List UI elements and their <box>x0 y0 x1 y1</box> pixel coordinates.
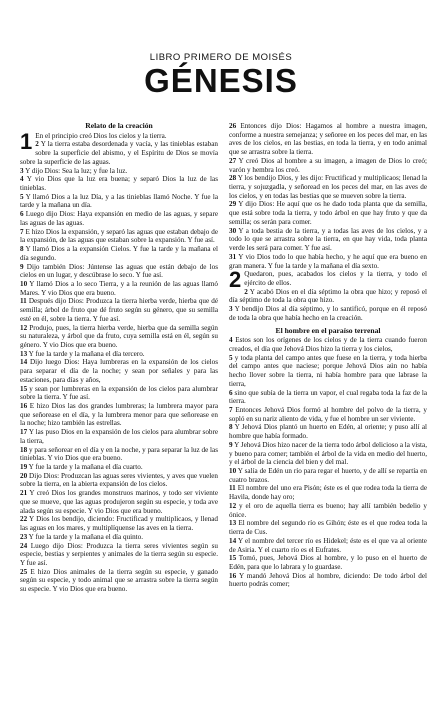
verse-number: 20 <box>20 471 28 480</box>
verse-number: 4 <box>20 175 24 184</box>
verse-text: Y llamó Dios a lo seco Tierra, y a la reunión de las aguas llamó Mares. Y vio Dios que era bueno. <box>20 279 218 297</box>
verse-number: 23 <box>20 532 28 541</box>
section-heading: Relato de la creación <box>85 122 153 130</box>
verse-text: El nombre del uno era Pisón; éste es el que rodea toda la tierra de Havila, donde hay oro; <box>229 484 427 502</box>
verse <box>229 389 427 406</box>
verse-number: 16 <box>229 571 237 580</box>
verse-number: 14 <box>20 358 28 367</box>
verse <box>20 385 218 402</box>
verse <box>229 502 427 519</box>
verse <box>20 568 218 594</box>
verse <box>229 423 427 440</box>
verse-text: Dijo luego Dios: Haya lumbreras en la expansión de los cielos para separar el día de la noche; y sean por señales y para las estaciones, para días y años, <box>20 358 218 384</box>
verse-number: 15 <box>20 384 28 393</box>
verse-number: 12 <box>229 501 237 510</box>
verse-group <box>20 128 218 594</box>
verse-text: Estos son los orígenes de los cielos y de la tierra cuando fueron creados, el día que Jehová Dios hizo la tierra y los cielos, <box>229 336 427 353</box>
verse-number: 21 <box>20 489 28 498</box>
verse <box>229 227 427 253</box>
verse <box>229 157 427 174</box>
verse-text: Y creó Dios al hombre a su imagen, a imagen de Dios lo creó; varón y hembra los creó. <box>229 156 427 174</box>
verse-number: 7 <box>20 227 24 236</box>
verse-text: Dijo también Dios: Júntense las aguas que están debajo de los cielos en un lugar, y descúbrase lo seco. Y fue así. <box>20 262 218 280</box>
book-title: GÉNESIS <box>144 62 298 99</box>
verse-text: Y dijo Dios: He aquí que os he dado toda planta que da semilla, que está sobre toda la tierra, y todo árbol en que hay fruto y que da semilla; os serán para comer. <box>229 200 427 226</box>
verse <box>20 533 218 542</box>
verse-text: Y acabó Dios en el día séptimo la obra que hizo; y reposó el día séptimo de toda la obra que hizo. <box>229 287 427 305</box>
section-heading: El hombre en el paraíso terrenal <box>275 325 381 335</box>
book-header: LIBRO PRIMERO DE MOISÉS <box>149 52 293 63</box>
verse-text: Y creó Dios los grandes monstruos marinos, y todo ser viviente que se mueve, que las aguas produjeron según su especie, y toda ave alada según su especie. Y vio Dios que era bueno. <box>20 489 218 515</box>
verse-text: Y las puso Dios en la expansión de los cielos para alumbrar sobre la tierra, <box>20 428 218 445</box>
verse-text: Y vio Dios que la luz era buena; y separó Dios la luz de las tinieblas. <box>20 175 218 193</box>
verse-number: 16 <box>20 402 28 410</box>
verse <box>20 515 218 532</box>
verse-number: 26 <box>229 122 237 130</box>
verse <box>229 441 427 467</box>
verse-number: 2 <box>35 140 39 149</box>
verse-number: 14 <box>229 536 237 545</box>
verse-group <box>229 267 427 322</box>
verse <box>20 228 218 245</box>
verse-number: 9 <box>20 262 24 271</box>
verse-text: Entonces dijo Dios: Hagamos al hombre a nuestra imagen, conforme a nuestra semejanza; y señoree en los peces del mar, en las aves de los cielos, en las bestias, en toda la tierra, y en todo animal que se arrastra sobre la tierra. <box>229 122 427 157</box>
verse-number: 27 <box>229 156 237 165</box>
verse <box>20 167 218 176</box>
verse <box>20 350 218 359</box>
verse <box>20 175 218 192</box>
verse <box>20 193 218 210</box>
left-column <box>20 122 218 722</box>
verse-text: Y a toda bestia de la tierra, y a todas las aves de los cielos, y a todo lo que se arrastra sobre la tierra, en que hay vida, toda planta verde les será para comer. Y fue así. <box>229 226 427 253</box>
verse-text: Y fue la tarde y la mañana el día cuarto. <box>28 463 143 472</box>
verse-text: El nombre del segundo río es Gihón; éste es el que rodea toda la tierra de Cus. <box>229 519 427 537</box>
verse-number: 10 <box>229 467 237 476</box>
verse-number: 3 <box>20 166 24 175</box>
verse <box>20 542 218 568</box>
verse-text: Y Jehová Dios plantó un huerto en Edén, al oriente; y puso allí al hombre que había formado. <box>229 423 427 441</box>
verse-number: 10 <box>20 279 28 288</box>
verse <box>20 280 218 297</box>
verse-number: 12 <box>20 323 28 332</box>
verse-text: Y dijo Dios: Sea la luz; y fue la luz. <box>25 166 128 175</box>
verse-text: E hizo Dios animales de la tierra según su especie, y ganado según su especie, y todo animal que se arrastra sobre la tierra según su especie. Y vio Dios que era bueno. <box>20 567 218 594</box>
verse-text: Tomó, pues, Jehová Dios al hombre, y lo puso en el huerto de Edén, para que lo labrara y lo guardase. <box>229 554 427 571</box>
verse-number: 11 <box>229 484 236 493</box>
verse <box>20 245 218 262</box>
verse-text: Luego dijo Dios: Produzca la tierra seres vivientes según su especie, bestias y serpientes y animales de la tierra según su especie. Y fue así. <box>20 541 218 567</box>
verse-number: 6 <box>20 210 24 219</box>
verse <box>229 336 427 353</box>
verse-number: 5 <box>20 192 24 201</box>
verse-text: Y fue la tarde y la mañana el día quinto. <box>28 532 144 541</box>
verse-text: Y Jehová Dios hizo nacer de la tierra todo árbol delicioso a la vista, y bueno para comer; también el árbol de la vida en medio del huerto, y el árbol de la ciencia del bien y del mal. <box>229 440 427 467</box>
verse-number: 25 <box>20 567 28 576</box>
verse-text: Y fue la tarde y la mañana el día tercero. <box>28 349 145 358</box>
verse-text: En el principio creó Dios los cielos y la tierra. <box>35 131 167 140</box>
verse-number: 8 <box>229 423 233 432</box>
verse <box>229 467 427 484</box>
verse-number: 5 <box>229 353 233 362</box>
verse-text: y toda planta del campo antes que fuese en la tierra, y toda hierba del campo antes que naciese; porque Jehová Dios aún no había hecho llover sobre la tierra, ni había hombre para que labrase la tierra, <box>229 353 427 388</box>
verse-number: 29 <box>229 200 237 209</box>
verse <box>20 140 218 166</box>
verse-text: Después dijo Dios: Produzca la tierra hierba verde, hierba que dé semilla; árbol de fruto que dé fruto según su género, que su semilla esté en él, sobre la tierra. Y fue así. <box>20 297 218 323</box>
verse-number: 13 <box>20 349 28 358</box>
verse <box>229 519 427 536</box>
verse-text: Produjo, pues, la tierra hierba verde, hierba que da semilla según su naturaleza, y árbol que da fruto, cuya semilla está en él, según su género. Y vio Dios que era bueno. <box>20 323 218 349</box>
verse <box>20 472 218 489</box>
verse <box>229 305 427 322</box>
verse-number: 3 <box>229 305 233 314</box>
verse <box>229 484 427 501</box>
verse-number: 31 <box>229 252 237 261</box>
verse <box>229 200 427 226</box>
verse <box>229 174 427 200</box>
verse-text: Luego dijo Dios: Haya expansión en medio de las aguas, y separe las aguas de las aguas. <box>20 210 218 227</box>
verse <box>229 354 427 389</box>
verse <box>229 406 427 423</box>
verse-number: 2 <box>244 287 248 296</box>
right-column <box>229 122 427 722</box>
verse-text: Y los bendijo Dios, y les dijo: Fructificad y multiplicaos; llenad la tierra, y sojuzgadla, y señoread en los peces del mar, en las aves de los cielos, y en todas las bestias que se mueven sobre la tierra. <box>229 174 427 200</box>
verse-text: Y Dios los bendijo, diciendo: Fructificad y multiplicaos, y llenad las aguas en los mares, y multiplíquense las aves en la tierra. <box>20 515 218 533</box>
verse <box>20 428 218 445</box>
verse-number: 18 <box>20 445 28 454</box>
verse-text: y para señorear en el día y en la noche, y para separar la luz de las tinieblas. Y vio Dios que era bueno. <box>20 445 218 463</box>
verse <box>20 402 218 428</box>
chapter-number: 1 <box>20 128 33 154</box>
verse-number: 30 <box>229 226 237 235</box>
verse-group <box>229 336 427 589</box>
verse <box>229 253 427 270</box>
verse-number: 24 <box>20 541 28 550</box>
verse <box>229 537 427 554</box>
verse-text: Entonces Jehová Dios formó al hombre del polvo de la tierra, y sopló en su nariz aliento de vida, y fue el hombre un ser viviente. <box>229 406 427 423</box>
verse <box>20 446 218 463</box>
verse-text: Y la tierra estaba desordenada y vacía, y las tinieblas estaban sobre la superficie del abismo, y el Espíritu de Dios se movía sobre la superficie de las aguas. <box>20 140 218 166</box>
verse-text: y sean por lumbreras en la expansión de los cielos para alumbrar sobre la tierra. Y fue así. <box>20 384 218 402</box>
verse-text: y el oro de aquella tierra es bueno; hay allí también bedelio y ónice. <box>229 501 427 519</box>
verse <box>229 572 427 589</box>
verse-text: E hizo Dios las dos grandes lumbreras; la lumbrera mayor para que señorease en el día, y la lumbrera menor para que señorease en la noche; hizo también las estrellas. <box>20 402 218 428</box>
verse-text: E hizo Dios la expansión, y separó las aguas que estaban debajo de la expansión, de las aguas que estaban sobre la expansión. Y fue así. <box>20 227 218 245</box>
verse-text: Y vio Dios todo lo que había hecho, y he aquí que era bueno en gran manera. Y fue la tarde y la mañana el día sexto. <box>229 252 427 270</box>
verse-text: Quedaron, pues, acabados los cielos y la tierra, y todo el ejército de ellos. <box>244 270 427 287</box>
verse <box>229 288 427 305</box>
verse <box>229 122 427 157</box>
verse-number: 17 <box>20 428 28 437</box>
verse <box>229 554 427 571</box>
verse-number: 11 <box>20 297 27 306</box>
verse-number: 19 <box>20 463 28 472</box>
verse-number: 9 <box>229 440 233 449</box>
verse-number: 22 <box>20 515 28 524</box>
verse-number: 13 <box>229 519 237 528</box>
verse <box>20 324 218 350</box>
verse-text: Y llamó Dios a la expansión Cielos. Y fue la tarde y la mañana el día segundo. <box>20 245 218 262</box>
verse-number: 4 <box>229 336 233 345</box>
verse-number: 28 <box>229 174 237 183</box>
verse <box>20 210 218 227</box>
verse-text: Y el nombre del tercer río es Hidekel; éste es el que va al oriente de Asiria. Y el cuarto río es el Eufrates. <box>229 536 427 554</box>
chapter-number: 2 <box>229 267 242 293</box>
verse <box>229 267 427 293</box>
verse <box>20 489 218 515</box>
verse <box>20 463 218 472</box>
verse-text: Dijo Dios: Produzcan las aguas seres vivientes, y aves que vuelen sobre la tierra, en la abierta expansión de los cielos. <box>20 471 218 489</box>
verse-text: sino que subía de la tierra un vapor, el cual regaba toda la faz de la tierra. <box>229 388 427 406</box>
verse <box>20 297 218 323</box>
verse-text: Y bendijo Dios al día séptimo, y lo santificó, porque en él reposó de toda la obra que había hecho en la creación. <box>229 305 427 322</box>
verse-group <box>229 122 427 270</box>
verse-number: 15 <box>229 554 237 563</box>
verse-text: Y llamó Dios a la luz Día, y a las tinieblas llamó Noche. Y fue la tarde y la mañana un día. <box>20 192 218 210</box>
verse-text: Y mandó Jehová Dios al hombre, diciendo: De todo árbol del huerto podrás comer; <box>229 571 427 589</box>
verse <box>20 358 218 384</box>
verse-number: 8 <box>20 245 24 254</box>
verse-number: 7 <box>229 406 233 414</box>
verse <box>20 263 218 280</box>
verse-number: 6 <box>229 388 233 397</box>
verse-text: Y salía de Edén un río para regar el huerto, y de allí se repartía en cuatro brazos. <box>229 467 427 484</box>
